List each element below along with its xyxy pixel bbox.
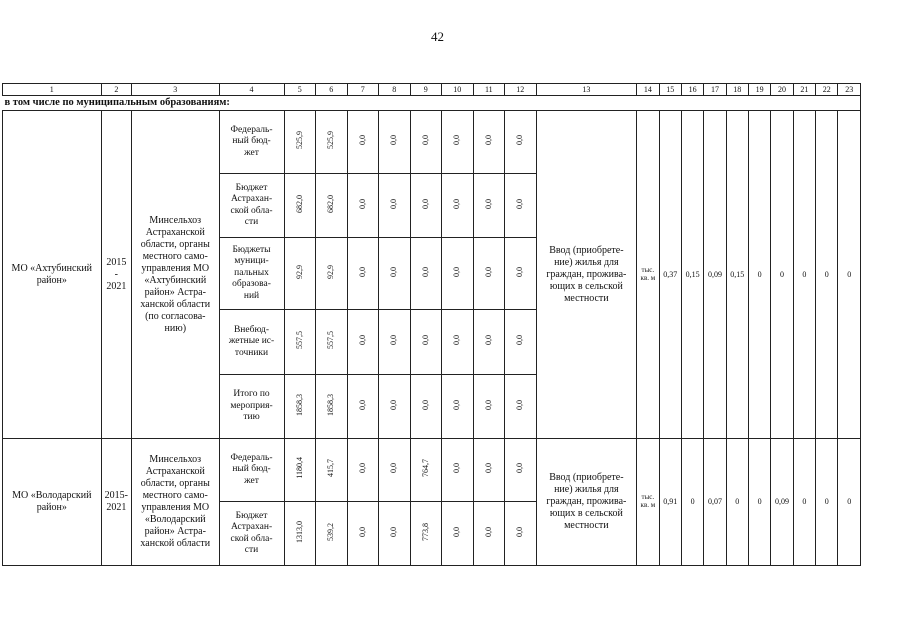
- value-text: 525,9: [326, 131, 336, 149]
- value-text: 0,0: [515, 399, 525, 410]
- value-text: 0,0: [452, 526, 462, 537]
- value-cell: [410, 238, 442, 310]
- value-text: 92,9: [294, 264, 304, 279]
- column-number: 19: [748, 84, 770, 96]
- value-cell: [410, 174, 442, 238]
- column-number: 11: [473, 84, 505, 96]
- target-value-cell: 0,07: [704, 439, 726, 566]
- value-text: 557,5: [326, 331, 336, 349]
- value-text: 0,0: [420, 266, 430, 277]
- funding-source-cell: Федераль- ный бюд- жет: [219, 111, 284, 174]
- value-text: 0,0: [515, 463, 525, 473]
- value-cell: [473, 111, 505, 174]
- target-value-cell: 0: [793, 439, 815, 566]
- value-text: 525,9: [294, 131, 304, 149]
- value-cell: [410, 439, 442, 502]
- municipality-cell: МО «Ахтубинский район»: [3, 111, 102, 439]
- target-value-cell: 0: [816, 439, 838, 566]
- table-row: [3, 111, 861, 174]
- column-number: 2: [101, 84, 131, 96]
- value-cell: [505, 174, 537, 238]
- budget-table: [2, 83, 861, 566]
- funding-source-cell: Бюджет Астрахан- ской обла- сти: [219, 174, 284, 238]
- value-text: 0,0: [452, 463, 462, 473]
- value-cell: [316, 174, 348, 238]
- value-text: 0,0: [452, 198, 462, 209]
- target-value-cell: 0: [681, 439, 703, 566]
- value-cell: [442, 111, 474, 174]
- value-cell: [473, 310, 505, 375]
- value-text: 773,8: [420, 522, 430, 541]
- target-value-cell: 0,37: [659, 111, 681, 439]
- funding-source-cell: Бюджет Астрахан- ской обла- сти: [219, 502, 284, 566]
- value-text: 0,0: [357, 198, 367, 209]
- value-text: 0,0: [389, 526, 399, 537]
- value-text: 0,0: [452, 135, 462, 145]
- value-text: 0,0: [357, 399, 367, 410]
- target-value-cell: 0,15: [726, 111, 748, 439]
- column-number: 14: [637, 84, 659, 96]
- value-text: 0,0: [357, 335, 367, 345]
- value-cell: [347, 238, 379, 310]
- target-value-cell: 0: [748, 439, 770, 566]
- value-text: 92,9: [326, 264, 336, 279]
- executor-cell: Минсельхоз Астраханской области, органы местного само- управления МО «Володарский район» Астра- ханской области: [132, 439, 219, 566]
- value-text: 0,0: [420, 198, 430, 209]
- value-text: 0,0: [483, 463, 493, 473]
- value-text: 0,0: [483, 135, 493, 145]
- column-number: 22: [816, 84, 838, 96]
- target-value-cell: 0: [793, 111, 815, 439]
- value-cell: [284, 174, 316, 238]
- column-number: 23: [838, 84, 861, 96]
- funding-source-cell: Федераль- ный бюд- жет: [219, 439, 284, 502]
- value-cell: [284, 111, 316, 174]
- value-cell: [505, 111, 537, 174]
- value-cell: [505, 310, 537, 375]
- value-cell: [284, 310, 316, 375]
- table-row: [3, 439, 861, 502]
- value-cell: [379, 238, 411, 310]
- column-number: 12: [505, 84, 537, 96]
- indicator-cell: Ввод (приобрете- ние) жилья для граждан, прожива- ющих в сельской местности: [536, 111, 637, 439]
- funding-source-cell: Итого по мероприя- тию: [219, 375, 284, 439]
- value-text: 0,0: [389, 198, 399, 209]
- municipality-cell: МО «Володарский район»: [3, 439, 102, 566]
- value-text: 539,2: [326, 522, 336, 541]
- value-text: 0,0: [420, 399, 430, 410]
- target-value-cell: 0,91: [659, 439, 681, 566]
- value-text: 0,0: [483, 399, 493, 410]
- value-text: 0,0: [452, 335, 462, 345]
- value-cell: [347, 310, 379, 375]
- unit-cell: тыс. кв. м: [637, 439, 659, 566]
- value-text: 682,0: [326, 194, 336, 213]
- funding-source-cell: Внебюд- жетные ис- точники: [219, 310, 284, 375]
- column-number: 18: [726, 84, 748, 96]
- value-text: 0,0: [389, 463, 399, 473]
- value-cell: [316, 238, 348, 310]
- value-cell: [347, 174, 379, 238]
- value-cell: [505, 238, 537, 310]
- value-cell: [347, 111, 379, 174]
- section-note: в том числе по муниципальным образованиям:: [3, 96, 861, 111]
- target-value-cell: 0,09: [704, 111, 726, 439]
- target-value-cell: 0: [748, 111, 770, 439]
- value-cell: [505, 502, 537, 566]
- value-text: 0,0: [357, 463, 367, 473]
- target-value-cell: 0: [838, 439, 861, 566]
- column-number: 17: [704, 84, 726, 96]
- value-text: 0,0: [389, 335, 399, 345]
- value-cell: [284, 439, 316, 502]
- value-cell: [347, 439, 379, 502]
- value-text: 0,0: [420, 135, 430, 145]
- period-cell: 2015- 2021: [101, 439, 131, 566]
- value-cell: [473, 439, 505, 502]
- value-cell: [410, 502, 442, 566]
- column-number: 8: [379, 84, 411, 96]
- value-text: 0,0: [357, 266, 367, 277]
- value-cell: [316, 310, 348, 375]
- column-number: 1: [3, 84, 102, 96]
- indicator-cell: Ввод (приобрете- ние) жилья для граждан, прожива- ющих в сельской местности: [536, 439, 637, 566]
- value-cell: [442, 502, 474, 566]
- value-text: 0,0: [515, 335, 525, 345]
- value-text: 682,0: [294, 194, 304, 213]
- value-text: 0,0: [357, 526, 367, 537]
- value-cell: [284, 375, 316, 439]
- value-cell: [379, 310, 411, 375]
- value-text: 0,0: [483, 266, 493, 277]
- column-number: 5: [284, 84, 316, 96]
- value-text: 0,0: [483, 198, 493, 209]
- target-value-cell: 0: [771, 111, 793, 439]
- column-number: 16: [681, 84, 703, 96]
- period-cell: 2015 - 2021: [101, 111, 131, 439]
- value-text: 0,0: [452, 266, 462, 277]
- value-text: 0,0: [389, 399, 399, 410]
- unit-cell: тыс. кв. м: [637, 111, 659, 439]
- value-text: 0,0: [515, 135, 525, 145]
- target-value-cell: 0,09: [771, 439, 793, 566]
- target-value-cell: 0: [726, 439, 748, 566]
- column-number: 15: [659, 84, 681, 96]
- value-cell: [410, 375, 442, 439]
- value-cell: [284, 238, 316, 310]
- value-cell: [442, 439, 474, 502]
- value-text: 0,0: [389, 135, 399, 145]
- value-cell: [379, 439, 411, 502]
- column-number: 21: [793, 84, 815, 96]
- target-value-cell: 0: [816, 111, 838, 439]
- value-text: 0,0: [389, 266, 399, 277]
- value-cell: [379, 375, 411, 439]
- value-cell: [442, 310, 474, 375]
- value-cell: [442, 375, 474, 439]
- column-number: 20: [771, 84, 793, 96]
- value-text: 1313,0: [294, 520, 304, 543]
- value-cell: [316, 111, 348, 174]
- value-cell: [410, 111, 442, 174]
- value-text: 0,0: [357, 135, 367, 145]
- value-text: 1858,3: [326, 393, 336, 416]
- value-text: 557,5: [294, 331, 304, 349]
- value-text: 0,0: [483, 526, 493, 537]
- value-cell: [284, 502, 316, 566]
- value-cell: [442, 174, 474, 238]
- value-cell: [379, 111, 411, 174]
- value-cell: [316, 375, 348, 439]
- value-cell: [347, 502, 379, 566]
- column-number: 10: [442, 84, 474, 96]
- value-text: 1180,4: [294, 457, 304, 479]
- value-text: 0,0: [515, 198, 525, 209]
- value-text: 0,0: [515, 526, 525, 537]
- value-text: 764,7: [420, 459, 430, 477]
- value-text: 415,7: [326, 459, 336, 477]
- value-cell: [379, 502, 411, 566]
- value-text: 0,0: [515, 266, 525, 277]
- target-value-cell: 0,15: [681, 111, 703, 439]
- value-cell: [347, 375, 379, 439]
- value-cell: [410, 310, 442, 375]
- target-value-cell: 0: [838, 111, 861, 439]
- value-cell: [473, 502, 505, 566]
- column-number: 4: [219, 84, 284, 96]
- value-cell: [316, 439, 348, 502]
- value-cell: [473, 375, 505, 439]
- value-cell: [505, 439, 537, 502]
- value-text: 0,0: [483, 335, 493, 345]
- value-cell: [505, 375, 537, 439]
- value-cell: [442, 238, 474, 310]
- value-cell: [473, 174, 505, 238]
- value-cell: [473, 238, 505, 310]
- funding-source-cell: Бюджеты муници- пальных образова- ний: [219, 238, 284, 310]
- value-cell: [379, 174, 411, 238]
- value-text: 0,0: [420, 335, 430, 345]
- value-text: 1858,3: [294, 393, 304, 416]
- page-number: 42: [431, 29, 444, 44]
- column-number: 13: [536, 84, 637, 96]
- value-cell: [316, 502, 348, 566]
- column-number-row: [3, 84, 861, 96]
- value-text: 0,0: [452, 399, 462, 410]
- column-number: 6: [316, 84, 348, 96]
- column-number: 9: [410, 84, 442, 96]
- column-number: 7: [347, 84, 379, 96]
- column-number: 3: [132, 84, 219, 96]
- executor-cell: Минсельхоз Астраханской области, органы местного само- управления МО «Ахтубинский район» Астра- ханской области (по согласова- нию): [132, 111, 219, 439]
